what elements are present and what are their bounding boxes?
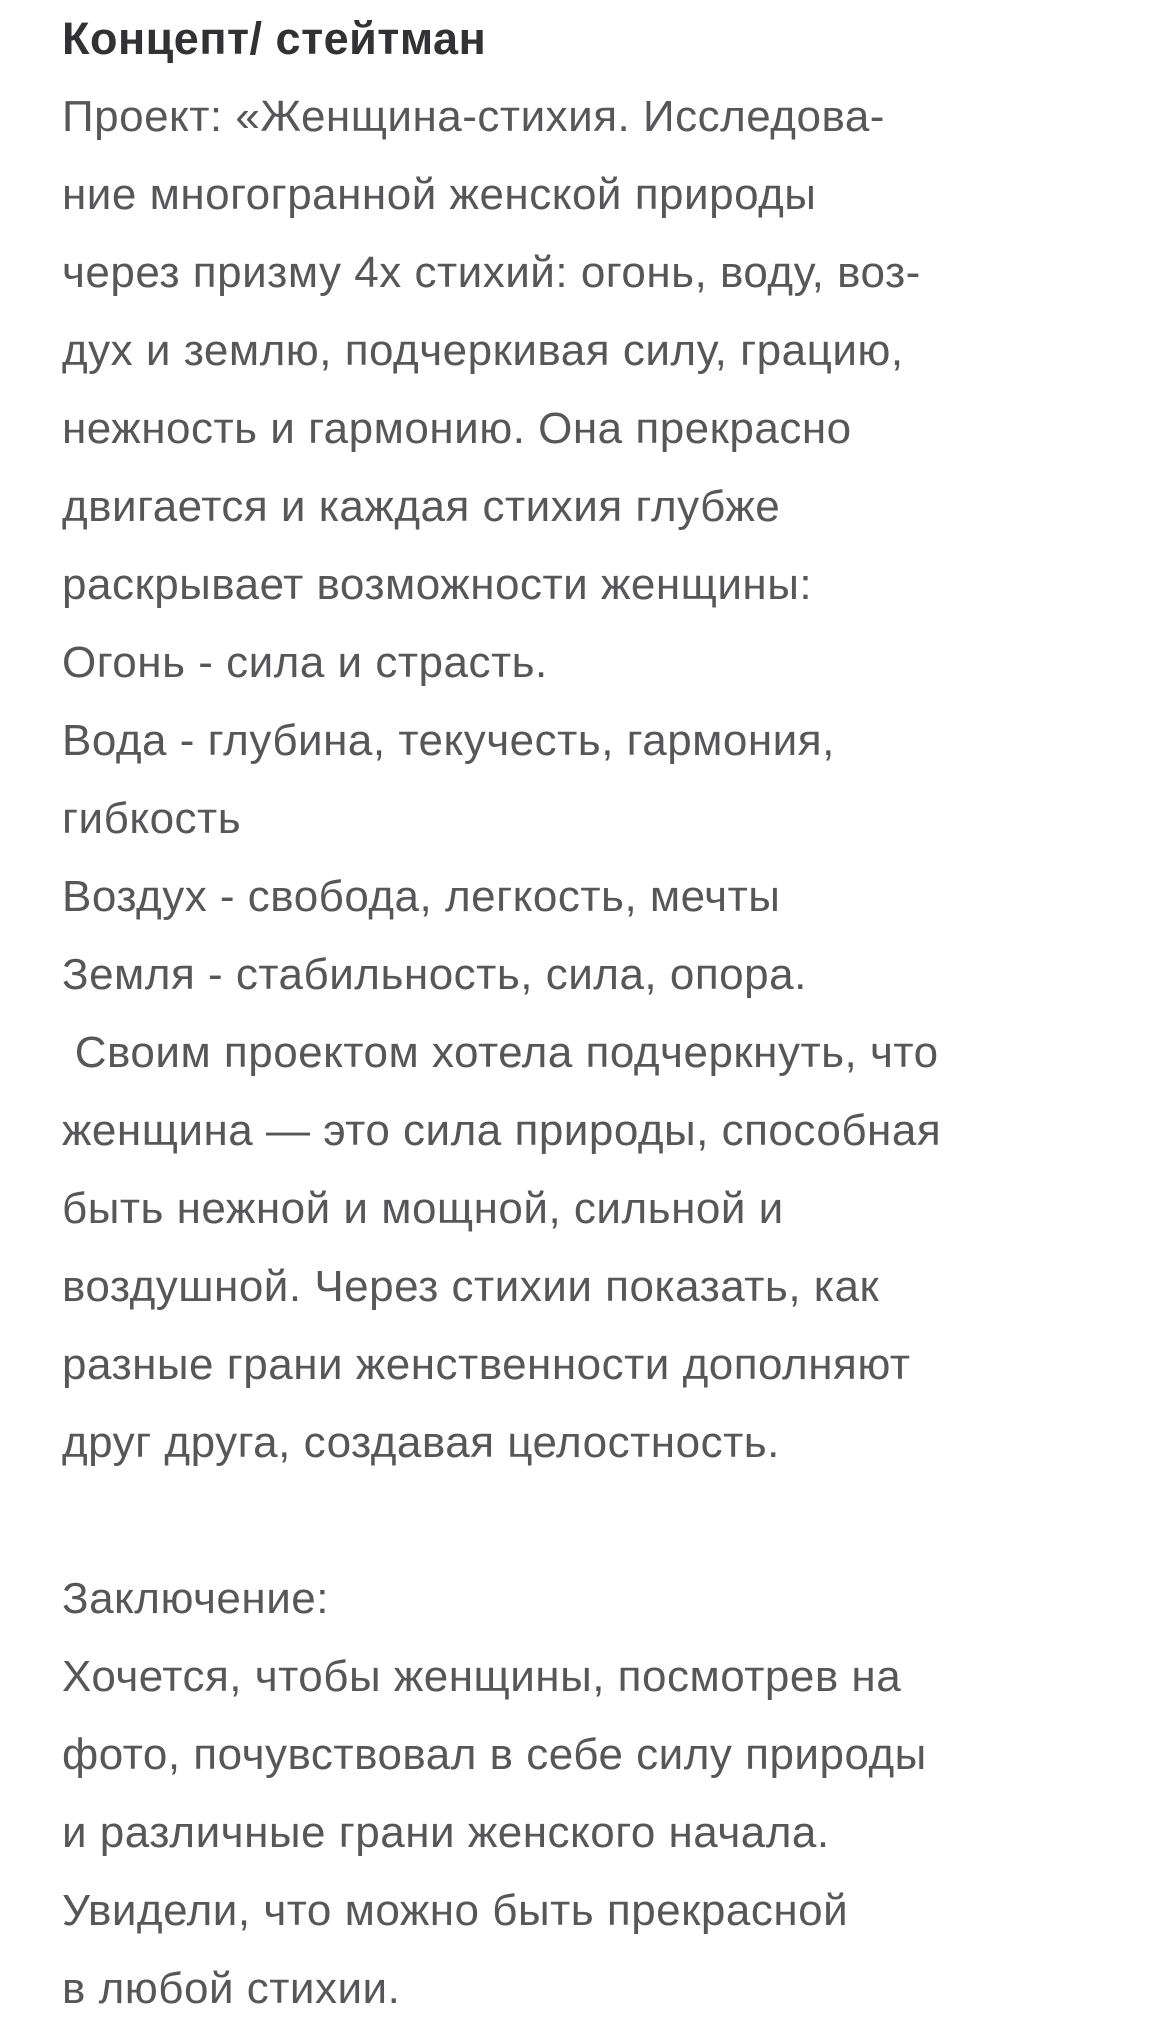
text-line: фото, почувствовал в себе силу природы xyxy=(62,1730,927,1779)
text-line: и различные грани женского начала. xyxy=(62,1808,830,1857)
text-line: Своим проектом хотела подчеркнуть, что xyxy=(62,1028,939,1077)
note-body xyxy=(62,78,1130,2028)
text-line: гибкость xyxy=(62,794,242,843)
text-line: Земля - стабильность, сила, опора. xyxy=(62,950,807,999)
text-line: ние многогранной женской природы xyxy=(62,170,817,219)
text-line: двигается и каждая стихия глубже xyxy=(62,482,781,531)
text-line: разные грани женственности дополняют xyxy=(62,1340,911,1389)
text-line: Воздух - свобода, легкость, мечты xyxy=(62,872,781,921)
text-line: дух и землю, подчеркивая силу, грацию, xyxy=(62,326,904,375)
text-line: раскрывает возможности женщины: xyxy=(62,560,813,609)
text-line: Увидели, что можно быть прекрасной xyxy=(62,1886,849,1935)
text-line: нежность и гармонию. Она прекрасно xyxy=(62,404,852,453)
text-line: Огонь - сила и страсть. xyxy=(62,638,548,687)
text-line: Заключение: xyxy=(62,1574,329,1623)
text-line: воздушной. Через стихии показать, как xyxy=(62,1262,880,1311)
text-line: Проект: «Женщина-стихия. Исследова- xyxy=(62,92,885,141)
text-line: женщина — это сила природы, способная xyxy=(62,1106,942,1155)
text-line: через призму 4х стихий: огонь, воду, воз- xyxy=(62,248,921,297)
text-line: Вода - глубина, текучесть, гармония, xyxy=(62,716,835,765)
text-line: Хочется, чтобы женщины, посмотрев на xyxy=(62,1652,902,1701)
page-title: Концепт/ стейтман xyxy=(62,13,487,64)
text-line xyxy=(62,1482,1130,1560)
text-line: друг друга, создавая целостность. xyxy=(62,1418,780,1467)
text-line: быть нежной и мощной, сильной и xyxy=(62,1184,784,1233)
text-line: в любой стихии. xyxy=(62,1964,401,2013)
